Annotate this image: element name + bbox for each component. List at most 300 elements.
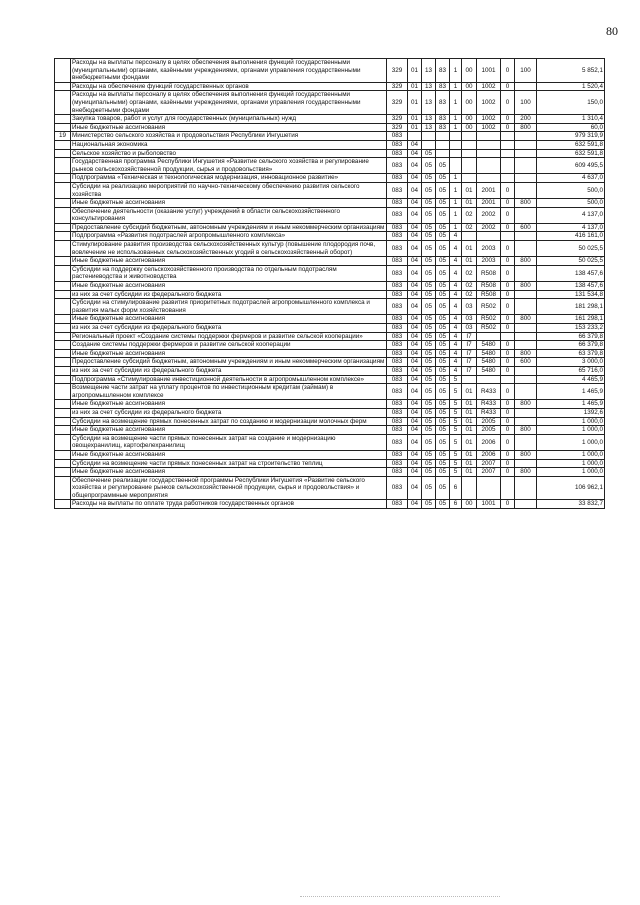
code-subprogram: 6 bbox=[450, 500, 462, 509]
code-ministry: 083 bbox=[387, 500, 408, 509]
code-program: 05 bbox=[436, 199, 450, 208]
code-subprogram: 1 bbox=[450, 182, 462, 198]
code-subsection: 05 bbox=[422, 241, 436, 257]
code-ministry: 083 bbox=[387, 158, 408, 174]
row-number bbox=[55, 199, 71, 208]
row-amount: 1 310,4 bbox=[537, 115, 605, 124]
row-number bbox=[55, 241, 71, 257]
table-row bbox=[55, 140, 605, 149]
code-ministry: 083 bbox=[387, 282, 408, 291]
row-amount: 1 000,0 bbox=[537, 417, 605, 426]
row-name: Иные бюджетные ассигнования bbox=[71, 400, 387, 409]
code-ministry: 083 bbox=[387, 408, 408, 417]
code-section: 04 bbox=[408, 375, 422, 384]
code-event: 00 bbox=[462, 115, 477, 124]
code-ministry: 083 bbox=[387, 349, 408, 358]
code-extra: 0 bbox=[501, 459, 515, 468]
code-section: 04 bbox=[408, 400, 422, 409]
code-subprogram: 1 bbox=[450, 91, 462, 115]
code-extra: 0 bbox=[501, 265, 515, 281]
row-name: Предоставление субсидий бюджетным, автономным учреждениям и иным некоммерческим организациям bbox=[71, 223, 387, 232]
row-amount: 609 495,5 bbox=[537, 158, 605, 174]
code-direction bbox=[477, 174, 501, 183]
code-subprogram: 5 bbox=[450, 450, 462, 459]
code-ministry: 083 bbox=[387, 265, 408, 281]
code-extra bbox=[501, 149, 515, 158]
code-program bbox=[436, 132, 450, 141]
row-name: Расходы на выплаты персоналу в целях обеспечения выполнения функций государственными (муниципальными) органами, казёнными учреждениями, органами управления государственными внебюджетными фондами bbox=[71, 59, 387, 83]
code-section: 04 bbox=[408, 500, 422, 509]
code-extra: 0 bbox=[501, 500, 515, 509]
row-name: Сельское хозяйство и рыболовство bbox=[71, 149, 387, 158]
row-name: Министерство сельского хозяйства и продовольствия Республики Ингушетия bbox=[71, 132, 387, 141]
code-ministry: 083 bbox=[387, 223, 408, 232]
code-subprogram bbox=[450, 140, 462, 149]
code-subprogram: 6 bbox=[450, 476, 462, 500]
row-amount: 5 852,1 bbox=[537, 59, 605, 83]
table-row bbox=[55, 375, 605, 384]
row-amount: 131 534,8 bbox=[537, 290, 605, 299]
row-number bbox=[55, 174, 71, 183]
code-subsection: 13 bbox=[422, 82, 436, 91]
row-name: Возмещение части затрат на уплату процентов по инвестиционным кредитам (займам) в агропромышленном комплексе bbox=[71, 384, 387, 400]
code-ministry: 083 bbox=[387, 199, 408, 208]
code-event: 00 bbox=[462, 500, 477, 509]
code-expense-type bbox=[515, 82, 537, 91]
code-program: 05 bbox=[436, 384, 450, 400]
code-subprogram: 1 bbox=[450, 207, 462, 223]
code-extra: 0 bbox=[501, 408, 515, 417]
row-name: Государственная программа Республики Ингушетия «Развитие сельского хозяйства и регулирование рынков сельскохозяйственной продукции, сырья и продовольствия» bbox=[71, 158, 387, 174]
code-subprogram: 4 bbox=[450, 241, 462, 257]
code-subsection: 13 bbox=[422, 59, 436, 83]
code-extra: 0 bbox=[501, 366, 515, 375]
row-number bbox=[55, 290, 71, 299]
row-amount: 1 465,9 bbox=[537, 384, 605, 400]
row-number bbox=[55, 341, 71, 350]
code-program: 05 bbox=[436, 434, 450, 450]
code-extra: 0 bbox=[501, 199, 515, 208]
code-ministry: 083 bbox=[387, 358, 408, 367]
row-number bbox=[55, 324, 71, 333]
table-row bbox=[55, 282, 605, 291]
code-program: 05 bbox=[436, 341, 450, 350]
code-section: 04 bbox=[408, 450, 422, 459]
code-extra: 0 bbox=[501, 115, 515, 124]
code-extra: 0 bbox=[501, 282, 515, 291]
code-subsection: 05 bbox=[422, 434, 436, 450]
code-expense-type bbox=[515, 384, 537, 400]
code-program: 05 bbox=[436, 232, 450, 241]
code-direction: R508 bbox=[477, 282, 501, 291]
code-direction: 2003 bbox=[477, 257, 501, 266]
code-ministry: 083 bbox=[387, 149, 408, 158]
code-event: 03 bbox=[462, 299, 477, 315]
row-number bbox=[55, 223, 71, 232]
table-row bbox=[55, 82, 605, 91]
code-subsection bbox=[422, 132, 436, 141]
code-direction: 2002 bbox=[477, 207, 501, 223]
row-number bbox=[55, 400, 71, 409]
row-number bbox=[55, 332, 71, 341]
code-subprogram: 5 bbox=[450, 426, 462, 435]
row-amount: 979 319,9 bbox=[537, 132, 605, 141]
code-event: 01 bbox=[462, 468, 477, 477]
row-number bbox=[55, 140, 71, 149]
code-subsection: 05 bbox=[422, 384, 436, 400]
code-subprogram: 1 bbox=[450, 174, 462, 183]
code-section: 04 bbox=[408, 384, 422, 400]
table-row bbox=[55, 315, 605, 324]
row-number bbox=[55, 232, 71, 241]
row-number bbox=[55, 123, 71, 132]
code-subprogram: 1 bbox=[450, 115, 462, 124]
code-subsection: 05 bbox=[422, 358, 436, 367]
table-row bbox=[55, 426, 605, 435]
table-row bbox=[55, 232, 605, 241]
code-expense-type bbox=[515, 434, 537, 450]
code-program: 05 bbox=[436, 358, 450, 367]
code-event: 01 bbox=[462, 182, 477, 198]
code-section: 04 bbox=[408, 358, 422, 367]
code-subprogram: 5 bbox=[450, 408, 462, 417]
row-name: Иные бюджетные ассигнования bbox=[71, 123, 387, 132]
code-extra bbox=[501, 375, 515, 384]
code-direction: 1001 bbox=[477, 500, 501, 509]
code-direction bbox=[477, 132, 501, 141]
code-subprogram: 4 bbox=[450, 358, 462, 367]
code-extra: 0 bbox=[501, 299, 515, 315]
row-amount: 1 000,0 bbox=[537, 459, 605, 468]
code-expense-type bbox=[515, 341, 537, 350]
code-section: 04 bbox=[408, 149, 422, 158]
code-section: 01 bbox=[408, 115, 422, 124]
code-extra: 0 bbox=[501, 358, 515, 367]
row-amount: 1 520,4 bbox=[537, 82, 605, 91]
code-ministry: 083 bbox=[387, 459, 408, 468]
table-row bbox=[55, 158, 605, 174]
code-event: 02 bbox=[462, 265, 477, 281]
code-direction: 2003 bbox=[477, 241, 501, 257]
code-subsection: 05 bbox=[422, 199, 436, 208]
code-subprogram: 5 bbox=[450, 434, 462, 450]
code-program: 05 bbox=[436, 299, 450, 315]
row-number bbox=[55, 476, 71, 500]
code-subsection: 13 bbox=[422, 115, 436, 124]
code-subsection: 05 bbox=[422, 349, 436, 358]
code-direction: 2001 bbox=[477, 199, 501, 208]
code-section: 04 bbox=[408, 332, 422, 341]
code-expense-type: 600 bbox=[515, 223, 537, 232]
code-subprogram: 4 bbox=[450, 341, 462, 350]
code-subsection: 05 bbox=[422, 223, 436, 232]
row-name: Иные бюджетные ассигнования bbox=[71, 450, 387, 459]
code-extra: 0 bbox=[501, 426, 515, 435]
row-amount: 632 591,8 bbox=[537, 140, 605, 149]
code-extra: 0 bbox=[501, 223, 515, 232]
code-program: 05 bbox=[436, 265, 450, 281]
code-event: 01 bbox=[462, 400, 477, 409]
row-name: Подпрограмма «Стимулирование инвестиционной деятельности в агропромышленном комплексе» bbox=[71, 375, 387, 384]
row-name: Иные бюджетные ассигнования bbox=[71, 282, 387, 291]
code-ministry: 083 bbox=[387, 468, 408, 477]
row-amount: 33 832,7 bbox=[537, 500, 605, 509]
row-amount: 1 000,0 bbox=[537, 468, 605, 477]
code-subsection: 05 bbox=[422, 158, 436, 174]
row-number bbox=[55, 257, 71, 266]
row-number bbox=[55, 375, 71, 384]
row-name: Подпрограмма «Развития подотраслей агропромышленного комплекса» bbox=[71, 232, 387, 241]
code-direction: 2005 bbox=[477, 417, 501, 426]
code-expense-type: 600 bbox=[515, 358, 537, 367]
row-amount: 416 161,0 bbox=[537, 232, 605, 241]
code-event bbox=[462, 232, 477, 241]
code-direction: 2002 bbox=[477, 223, 501, 232]
row-number bbox=[55, 500, 71, 509]
code-section: 04 bbox=[408, 476, 422, 500]
row-name: Субсидии на стимулирование развития приоритетных подотраслей агропромышленного комплекса и развития малых форм хозяйствования bbox=[71, 299, 387, 315]
code-subsection: 05 bbox=[422, 299, 436, 315]
code-subprogram: 1 bbox=[450, 199, 462, 208]
code-subsection: 05 bbox=[422, 500, 436, 509]
code-expense-type bbox=[515, 149, 537, 158]
code-program: 05 bbox=[436, 290, 450, 299]
code-event: I7 bbox=[462, 358, 477, 367]
row-name: из них за счет субсидии из федерального бюджета bbox=[71, 290, 387, 299]
table-row bbox=[55, 241, 605, 257]
code-section: 04 bbox=[408, 290, 422, 299]
code-direction: R502 bbox=[477, 315, 501, 324]
code-subprogram: 4 bbox=[450, 282, 462, 291]
table-row bbox=[55, 265, 605, 281]
row-name: из них за счет субсидии из федерального бюджета bbox=[71, 366, 387, 375]
code-subprogram: 4 bbox=[450, 349, 462, 358]
code-section: 04 bbox=[408, 182, 422, 198]
page-number: 80 bbox=[606, 24, 618, 38]
table-row bbox=[55, 324, 605, 333]
code-program: 05 bbox=[436, 315, 450, 324]
row-amount: 106 962,1 bbox=[537, 476, 605, 500]
code-extra: 0 bbox=[501, 349, 515, 358]
code-ministry: 083 bbox=[387, 332, 408, 341]
code-ministry: 083 bbox=[387, 366, 408, 375]
row-name: Стимулирование развития производства сельскохозяйственных культур (повышение плодородия почв, вовлечение не использованных сельскохозяйственных угодий в сельскохозяйственный оборот) bbox=[71, 241, 387, 257]
row-name: Создание системы поддержки фермеров и развитие сельской кооперации bbox=[71, 341, 387, 350]
code-program: 05 bbox=[436, 158, 450, 174]
code-event: I7 bbox=[462, 332, 477, 341]
row-amount: 150,0 bbox=[537, 91, 605, 115]
code-program: 05 bbox=[436, 426, 450, 435]
code-ministry: 083 bbox=[387, 341, 408, 350]
code-subprogram: 4 bbox=[450, 315, 462, 324]
code-subprogram: 4 bbox=[450, 265, 462, 281]
row-name: Иные бюджетные ассигнования bbox=[71, 468, 387, 477]
code-subprogram bbox=[450, 132, 462, 141]
code-subsection: 05 bbox=[422, 341, 436, 350]
code-section: 01 bbox=[408, 91, 422, 115]
code-expense-type bbox=[515, 182, 537, 198]
table-row bbox=[55, 182, 605, 198]
code-extra: 0 bbox=[501, 341, 515, 350]
code-subprogram: 1 bbox=[450, 59, 462, 83]
code-expense-type: 800 bbox=[515, 426, 537, 435]
code-subprogram: 5 bbox=[450, 400, 462, 409]
code-ministry: 329 bbox=[387, 91, 408, 115]
code-event bbox=[462, 132, 477, 141]
row-amount: 50 025,5 bbox=[537, 241, 605, 257]
code-ministry: 329 bbox=[387, 123, 408, 132]
code-ministry: 083 bbox=[387, 140, 408, 149]
code-event: 01 bbox=[462, 257, 477, 266]
code-program bbox=[436, 149, 450, 158]
code-extra bbox=[501, 332, 515, 341]
code-subsection: 05 bbox=[422, 290, 436, 299]
code-section: 04 bbox=[408, 366, 422, 375]
code-subprogram: 1 bbox=[450, 223, 462, 232]
row-number bbox=[55, 265, 71, 281]
code-subsection: 05 bbox=[422, 174, 436, 183]
table-row bbox=[55, 434, 605, 450]
row-amount: 1392,6 bbox=[537, 408, 605, 417]
row-name: Субсидии на реализацию мероприятий по научно-техническому обеспечению развития сельского хозяйства bbox=[71, 182, 387, 198]
code-program: 05 bbox=[436, 182, 450, 198]
row-name: Субсидии на возмещение прямых понесенных затрат по созданию и модернизации молочных ферм bbox=[71, 417, 387, 426]
code-expense-type: 800 bbox=[515, 315, 537, 324]
table-row bbox=[55, 174, 605, 183]
row-number bbox=[55, 82, 71, 91]
code-extra: 0 bbox=[501, 257, 515, 266]
row-name: Иные бюджетные ассигнования bbox=[71, 426, 387, 435]
code-program: 05 bbox=[436, 282, 450, 291]
row-name: из них за счет субсидии из федерального бюджета bbox=[71, 408, 387, 417]
code-extra bbox=[501, 132, 515, 141]
code-direction bbox=[477, 140, 501, 149]
code-ministry: 329 bbox=[387, 59, 408, 83]
table-row bbox=[55, 299, 605, 315]
code-expense-type bbox=[515, 375, 537, 384]
code-subsection: 05 bbox=[422, 476, 436, 500]
code-section: 04 bbox=[408, 349, 422, 358]
code-expense-type bbox=[515, 332, 537, 341]
code-event: 02 bbox=[462, 207, 477, 223]
row-name: Предоставление субсидий бюджетным, автономным учреждениям и иным некоммерческим организациям bbox=[71, 358, 387, 367]
code-program: 05 bbox=[436, 174, 450, 183]
code-program: 05 bbox=[436, 450, 450, 459]
table-row bbox=[55, 341, 605, 350]
code-extra: 0 bbox=[501, 59, 515, 83]
code-expense-type bbox=[515, 174, 537, 183]
table-row bbox=[55, 358, 605, 367]
code-event: 01 bbox=[462, 384, 477, 400]
code-section: 04 bbox=[408, 417, 422, 426]
code-ministry: 083 bbox=[387, 384, 408, 400]
row-name: Иные бюджетные ассигнования bbox=[71, 315, 387, 324]
code-extra: 0 bbox=[501, 324, 515, 333]
code-direction: 1002 bbox=[477, 115, 501, 124]
row-number bbox=[55, 315, 71, 324]
code-subsection: 05 bbox=[422, 450, 436, 459]
code-event: 02 bbox=[462, 290, 477, 299]
row-number bbox=[55, 158, 71, 174]
code-subsection: 05 bbox=[422, 182, 436, 198]
code-subprogram: 1 bbox=[450, 82, 462, 91]
code-ministry: 083 bbox=[387, 207, 408, 223]
code-section: 04 bbox=[408, 265, 422, 281]
code-extra: 0 bbox=[501, 123, 515, 132]
code-subsection: 05 bbox=[422, 265, 436, 281]
code-subsection: 05 bbox=[422, 315, 436, 324]
table-row bbox=[55, 123, 605, 132]
code-program: 05 bbox=[436, 207, 450, 223]
table-row bbox=[55, 366, 605, 375]
row-amount: 4 637,0 bbox=[537, 174, 605, 183]
row-amount: 161 298,1 bbox=[537, 315, 605, 324]
row-number bbox=[55, 384, 71, 400]
footer-divider bbox=[300, 896, 500, 898]
code-section bbox=[408, 132, 422, 141]
code-program: 05 bbox=[436, 375, 450, 384]
code-event: 00 bbox=[462, 123, 477, 132]
code-subprogram: 5 bbox=[450, 468, 462, 477]
code-section: 04 bbox=[408, 199, 422, 208]
row-number bbox=[55, 182, 71, 198]
row-name: Иные бюджетные ассигнования bbox=[71, 257, 387, 266]
table-row bbox=[55, 91, 605, 115]
code-expense-type: 800 bbox=[515, 199, 537, 208]
code-direction: 1002 bbox=[477, 123, 501, 132]
code-direction: 1002 bbox=[477, 91, 501, 115]
row-amount: 63 379,8 bbox=[537, 349, 605, 358]
code-ministry: 083 bbox=[387, 450, 408, 459]
code-subsection bbox=[422, 140, 436, 149]
row-amount: 500,0 bbox=[537, 199, 605, 208]
code-direction bbox=[477, 332, 501, 341]
code-expense-type: 800 bbox=[515, 468, 537, 477]
code-program: 05 bbox=[436, 459, 450, 468]
row-number bbox=[55, 459, 71, 468]
budget-table bbox=[54, 58, 605, 509]
code-event bbox=[462, 140, 477, 149]
table-row bbox=[55, 408, 605, 417]
code-direction: R508 bbox=[477, 290, 501, 299]
table-row bbox=[55, 400, 605, 409]
row-name: Расходы на выплаты по оплате труда работников государственных органов bbox=[71, 500, 387, 509]
code-section: 04 bbox=[408, 468, 422, 477]
code-expense-type: 800 bbox=[515, 349, 537, 358]
code-program: 83 bbox=[436, 91, 450, 115]
code-event: 01 bbox=[462, 199, 477, 208]
code-section: 04 bbox=[408, 140, 422, 149]
row-amount: 4 137,0 bbox=[537, 223, 605, 232]
code-expense-type bbox=[515, 324, 537, 333]
code-subprogram: 1 bbox=[450, 123, 462, 132]
code-ministry: 083 bbox=[387, 375, 408, 384]
code-section: 01 bbox=[408, 123, 422, 132]
table-row bbox=[55, 115, 605, 124]
code-subsection: 05 bbox=[422, 257, 436, 266]
code-direction: R433 bbox=[477, 384, 501, 400]
code-extra bbox=[501, 158, 515, 174]
code-extra: 0 bbox=[501, 384, 515, 400]
code-subprogram: 4 bbox=[450, 332, 462, 341]
code-subprogram: 5 bbox=[450, 417, 462, 426]
code-expense-type: 200 bbox=[515, 115, 537, 124]
code-ministry: 083 bbox=[387, 174, 408, 183]
code-section: 01 bbox=[408, 82, 422, 91]
row-number bbox=[55, 450, 71, 459]
code-event: 01 bbox=[462, 450, 477, 459]
code-extra: 0 bbox=[501, 417, 515, 426]
